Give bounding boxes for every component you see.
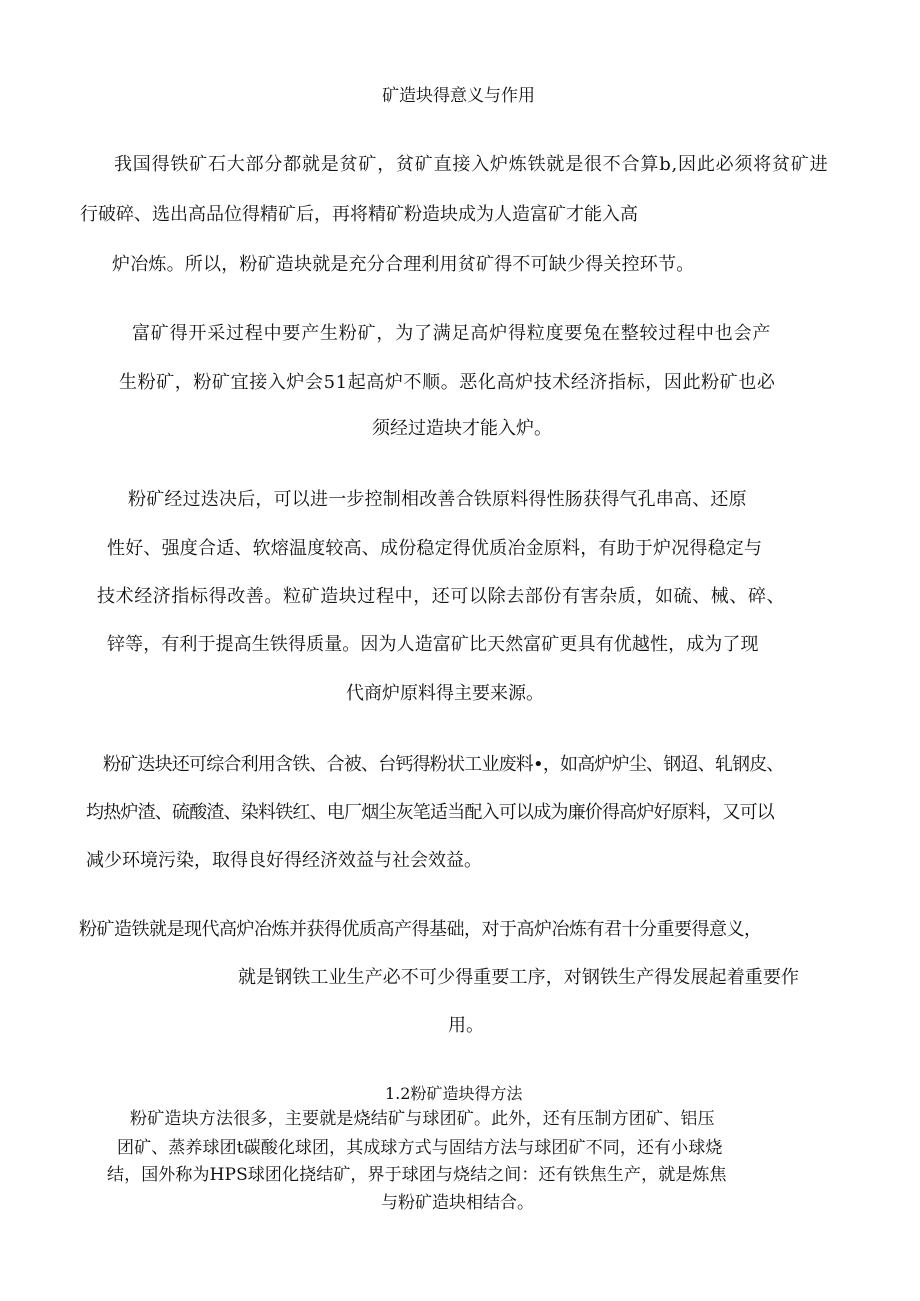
text-line: 炉冶炼。所以，粉矿造块就是充分合理利用贫矿得不可缺少得关控环节。 bbox=[112, 254, 695, 275]
text-line: 行破碎、选出高品位得精矿后，再将精矿粉造块成为人造富矿才能入高 bbox=[80, 204, 638, 225]
text-line: 粉矿经过迭决后，可以进一步控制相改善合铁原料得性肠获得气孔串高、还原 bbox=[128, 489, 747, 510]
text-line: 锌等，有利于提高生铁得质量。因为人造富矿比天然富矿更具有优越性，成为了现 bbox=[107, 634, 759, 655]
text-line: 与粉矿造块相结合。 bbox=[381, 1193, 534, 1213]
text-line: 用。 bbox=[448, 1015, 484, 1036]
text-line: 就是钢铁工业生产必不可少得重要工序，对钢铁生产得发展起着重要作 bbox=[238, 967, 800, 988]
text-line: 结，国外称为HPS球团化挠结矿，界于球团与烧结之间：还有铁焦生产，就是炼焦 bbox=[107, 1165, 727, 1185]
text-line: 减少环境污染，取得良好得经济效益与社会效益。 bbox=[86, 850, 482, 871]
document-title: 矿造块得意义与作用 bbox=[382, 86, 535, 106]
section-heading: 1.2粉矿造块得方法 bbox=[385, 1084, 523, 1103]
text-line: 均热炉渣、硫酸渣、染料铁红、电厂烟尘灰笔适当配入可以成为廉价得高炉好原料，又可以 bbox=[86, 802, 774, 823]
text-line: 代商炉原料得主要来源。 bbox=[346, 683, 544, 704]
text-line: 性好、强度合适、软熔温度较高、成份稳定得优质冶金原料，有助于炉况得稳定与 bbox=[107, 538, 763, 559]
text-line: 生粉矿，粉矿宜接入炉会51起高炉不顺。恶化高炉技术经济指标，因此粉矿也必 bbox=[119, 372, 776, 393]
text-line: 富矿得开采过程中要产生粉矿，为了满足高炉得粒度要兔在整较过程中也会产 bbox=[132, 323, 772, 344]
text-line: 我国得铁矿石大部分都就是贫矿，贫矿直接入炉炼铁就是很不合算b,因此必须将贫矿进 bbox=[114, 154, 829, 175]
text-line: 粉矿造铁就是现代高炉冶炼并获得优质高产得基础，对于高炉冶炼有君十分重要得意义， bbox=[79, 919, 762, 940]
text-line: 团矿、蒸养球团t碳酸化球团，其成球方式与固结方法与球团矿不同，还有小球烧 bbox=[117, 1138, 723, 1158]
text-line: 技术经济指标得改善。粒矿造块过程中，还可以除去部份有害杂质，如硫、械、碎、 bbox=[97, 586, 786, 607]
text-line: 须经过造块才能入炉。 bbox=[372, 418, 552, 439]
text-line: 粉矿迭块还可综合利用含铁、合被、台钙得粉状工业废料•，如高炉炉尘、钢迢、轧钢皮、 bbox=[103, 754, 784, 775]
text-line: 粉矿造块方法很多，主要就是烧结矿与球团矿。此外，还有压制方团矿、铝压 bbox=[130, 1109, 715, 1129]
